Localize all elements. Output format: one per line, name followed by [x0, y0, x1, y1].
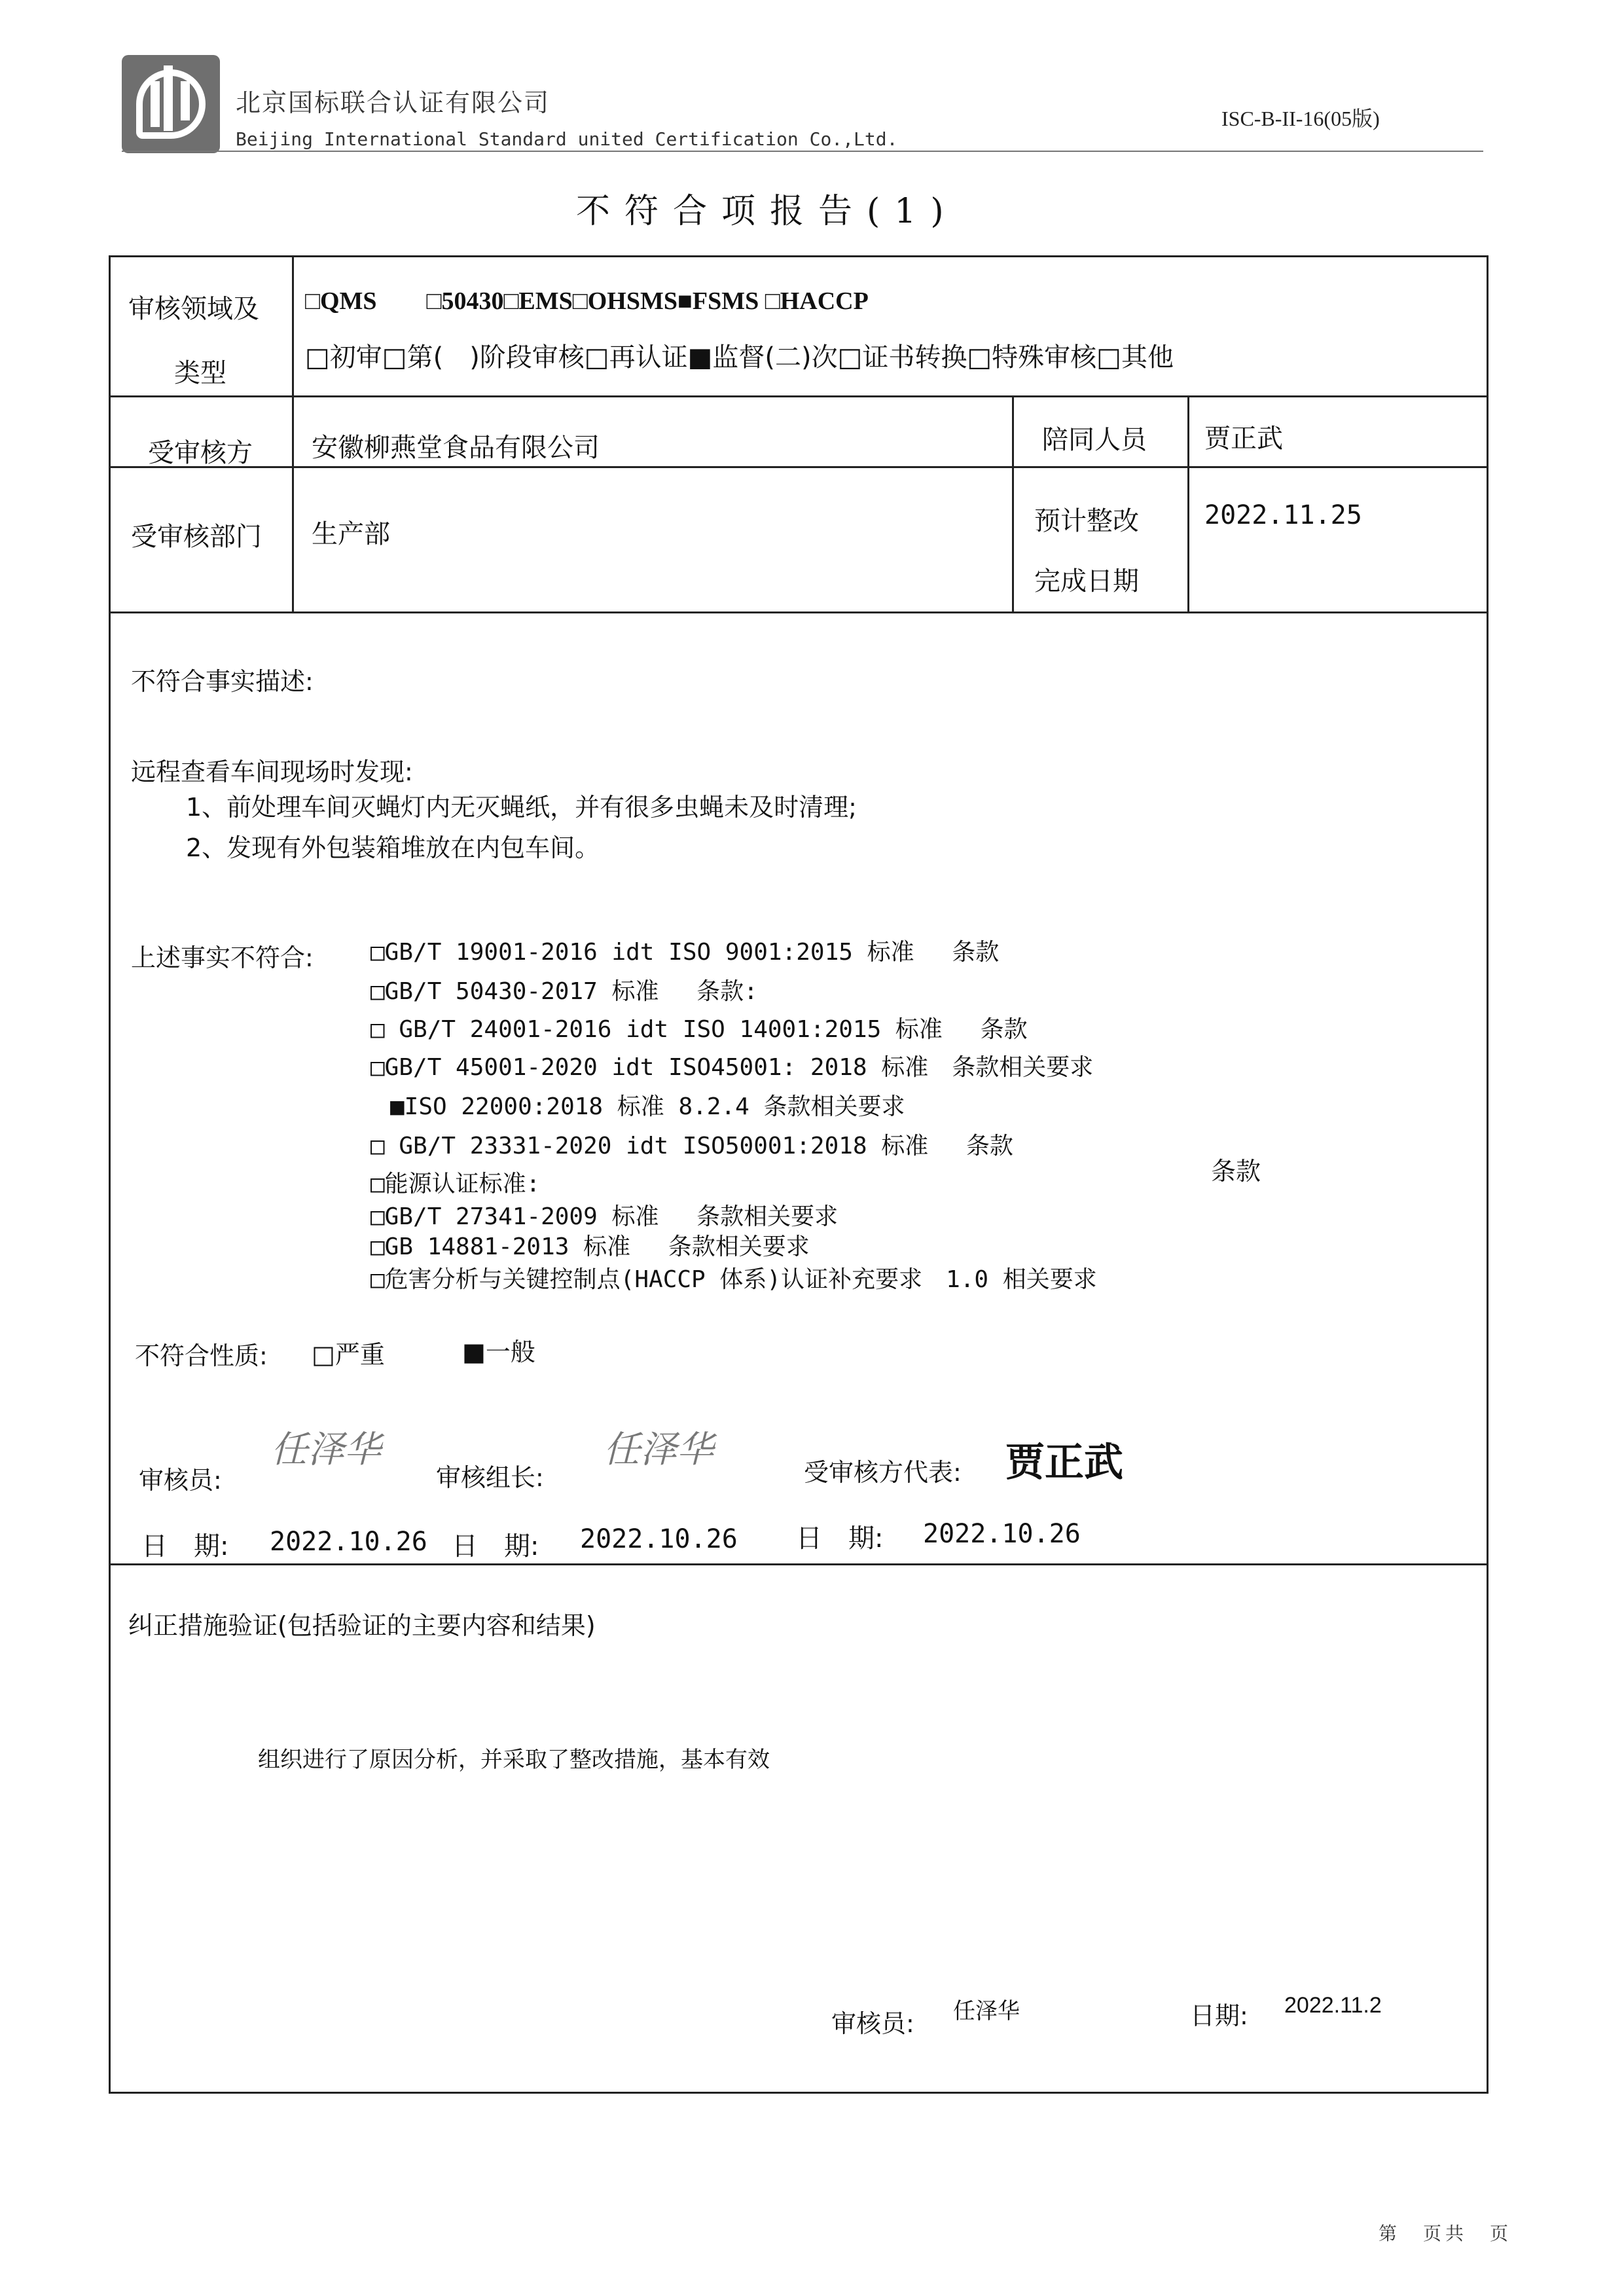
logo-bar — [164, 65, 173, 131]
col-divider — [292, 255, 294, 611]
standard-option: □危害分析与关键控制点(HACCP 体系)认证补充要求 1.0 相关要求 — [370, 1266, 1097, 1293]
verification-auditor-name: 任泽华 — [953, 1999, 1020, 2024]
standard-option: □GB 14881-2013 标准 条款相关要求 — [370, 1233, 810, 1260]
row-divider — [109, 466, 1489, 468]
header-divider — [122, 151, 1483, 152]
date-label: 日 期: — [452, 1531, 539, 1561]
verification-result: 组织进行了原因分析，并采取了整改措施，基本有效 — [258, 1747, 770, 1772]
nc-item: 1、前处理车间灭蝇灯内无灭蝇纸，并有很多虫蝇未及时清理; — [186, 793, 857, 822]
date-value: 2022.10.26 — [270, 1527, 427, 1557]
lead-auditor-signature: 任泽华 — [604, 1429, 713, 1471]
row-divider — [109, 611, 1489, 613]
nc-item: 2、发现有外包装箱堆放在内包车间。 — [186, 833, 600, 862]
standard-option-selected: ■ISO 22000:2018 标准 8.2.4 条款相关要求 — [390, 1093, 905, 1120]
standard-option: □ GB/T 23331-2020 idt ISO50001:2018 标准 条款 — [370, 1133, 1013, 1159]
col-divider — [1187, 395, 1189, 611]
verification-date-label: 日期: — [1190, 2001, 1248, 2030]
page-number: 第 页共 页 — [1379, 2223, 1513, 2244]
auditee-value: 安徽柳燕堂食品有限公司 — [312, 433, 600, 463]
due-date-label: 预计整改 — [1034, 506, 1139, 536]
due-date-value: 2022.11.25 — [1204, 500, 1362, 530]
col-divider — [1012, 395, 1014, 611]
standard-option: □GB/T 19001-2016 idt ISO 9001:2015 标准 条款 — [370, 939, 1000, 966]
scope-label-2: 类型 — [174, 358, 226, 388]
verification-heading: 纠正措施验证(包括验证的主要内容和结果) — [128, 1611, 596, 1640]
page-title: 不符合项报告(1) — [576, 192, 958, 231]
date-value: 2022.10.26 — [923, 1519, 1081, 1549]
verification-auditor-label: 审核员: — [831, 2009, 914, 2038]
row-divider — [109, 395, 1489, 397]
verification-date-value: 2022.11.2 — [1284, 1993, 1382, 2018]
standards-lead: 上述事实不符合: — [131, 943, 314, 972]
standard-option: □能源认证标准: — [370, 1171, 541, 1197]
escort-value: 贾正武 — [1204, 424, 1283, 454]
company-name-cn: 北京国标联合认证有限公司 — [236, 88, 550, 117]
escort-label: 陪同人员 — [1042, 425, 1147, 455]
nature-label: 不符合性质: — [135, 1341, 268, 1370]
department-label: 受审核部门 — [131, 522, 262, 552]
auditor-signature: 任泽华 — [271, 1429, 381, 1471]
audit-type-line: □初审□第( )阶段审核□再认证■监督(二)次□证书转换□特殊审核□其他 — [305, 342, 1174, 373]
auditee-label: 受审核方 — [148, 438, 253, 468]
standard-option: □GB/T 50430-2017 标准 条款: — [370, 978, 758, 1005]
lead-auditor-label: 审核组长: — [436, 1463, 544, 1492]
due-date-label-2: 完成日期 — [1034, 566, 1139, 596]
logo-bar — [151, 81, 160, 127]
date-value: 2022.10.26 — [580, 1524, 738, 1554]
date-label: 日 期: — [796, 1523, 884, 1554]
department-value: 生产部 — [312, 519, 390, 549]
company-logo — [122, 55, 220, 153]
nature-option-selected: ■一般 — [462, 1338, 535, 1366]
nature-option: □严重 — [312, 1340, 385, 1369]
standard-option: □ GB/T 24001-2016 idt ISO 14001:2015 标准 条款 — [370, 1016, 1028, 1043]
row-divider — [109, 1563, 1489, 1565]
auditor-label: 审核员: — [139, 1466, 222, 1495]
nc-heading: 不符合事实描述: — [131, 667, 314, 696]
auditee-rep-signature: 贾正武 — [1005, 1440, 1123, 1485]
auditee-rep-label: 受审核方代表: — [804, 1458, 962, 1487]
company-name-en: Beijing International Standard united Certification Co.,Ltd. — [236, 128, 898, 150]
scope-label: 审核领域及 — [128, 294, 259, 324]
standard-option: □GB/T 27341-2009 标准 条款相关要求 — [370, 1203, 839, 1230]
nc-intro: 远程查看车间现场时发现: — [131, 757, 413, 786]
document-code: ISC-B-II-16(05版) — [1221, 107, 1380, 130]
standard-option: □GB/T 45001-2020 idt ISO45001: 2018 标准 条款相关要求 — [370, 1054, 1094, 1081]
standard-clause: 条款 — [1211, 1157, 1261, 1186]
logo-bar — [181, 81, 190, 120]
date-label: 日 期: — [141, 1531, 229, 1561]
scope-standards-line: □QMS □50430□EMS□OHSMS■FSMS □HACCP — [305, 287, 869, 315]
